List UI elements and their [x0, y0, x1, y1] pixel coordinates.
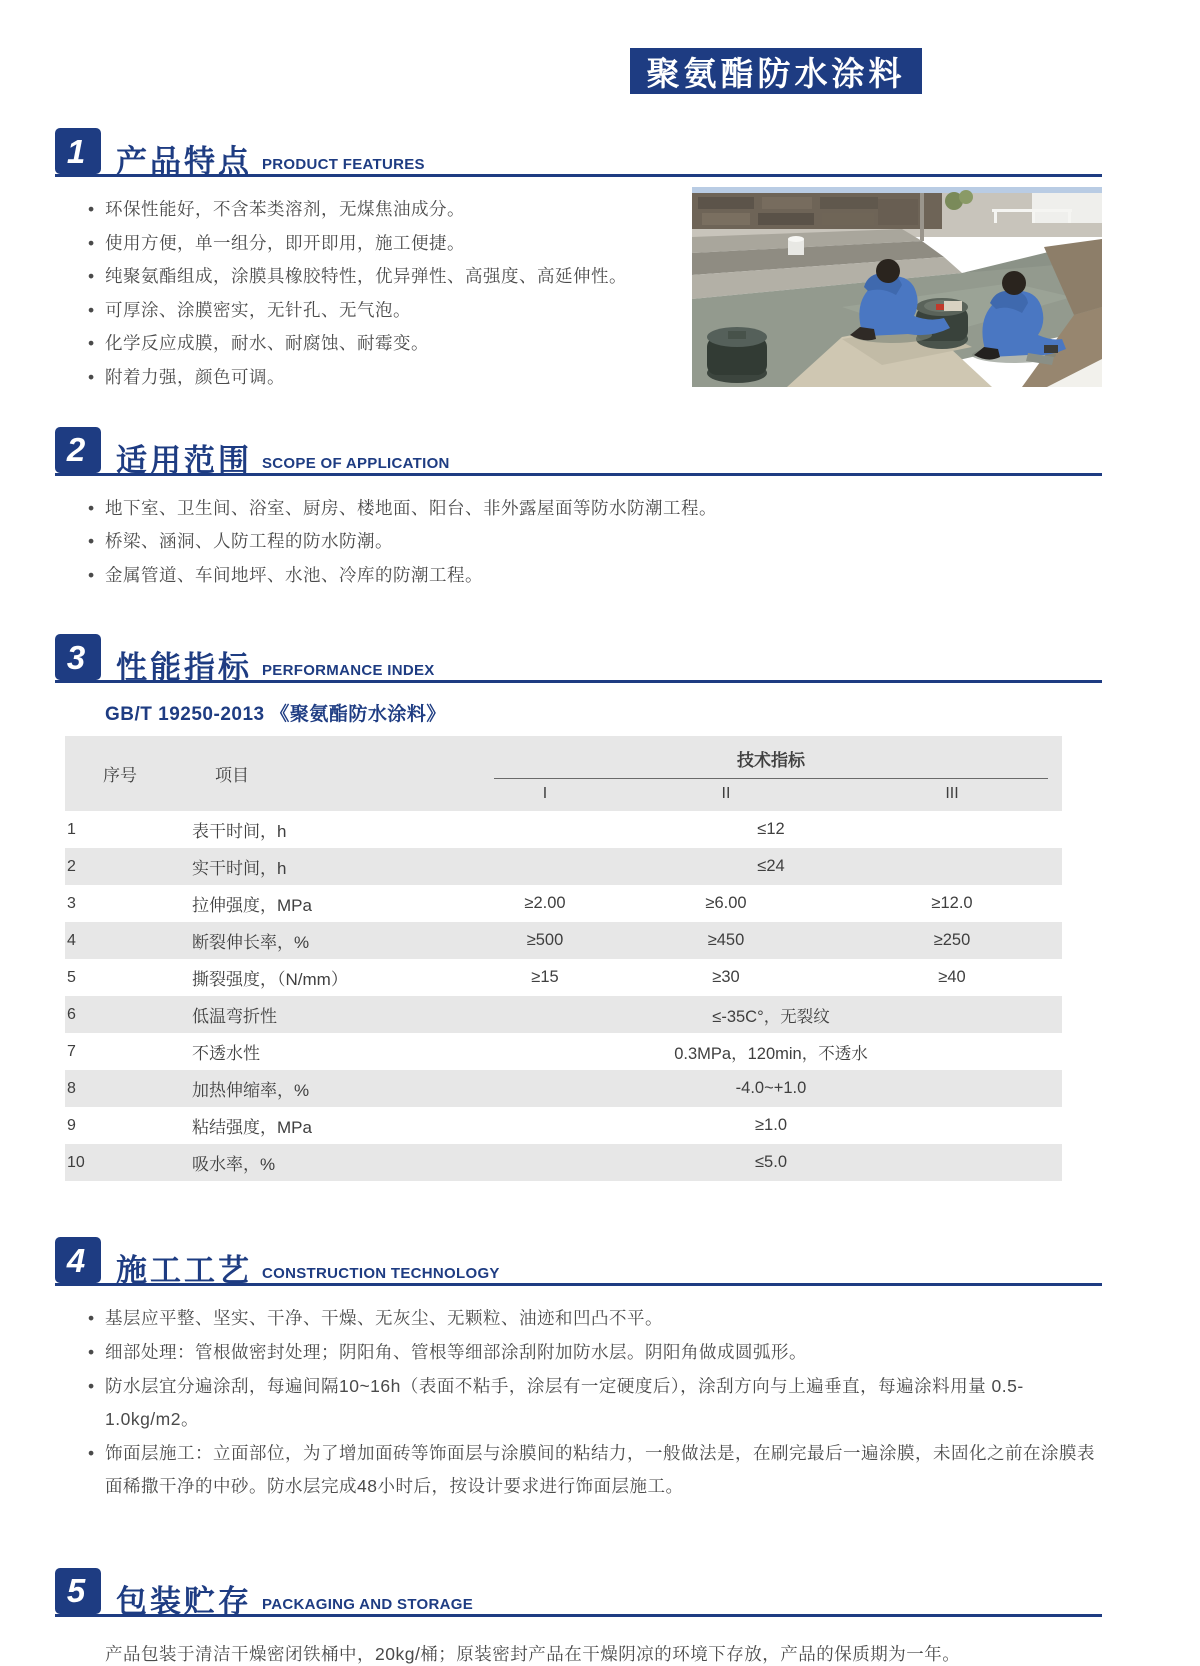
row-value: 0.3MPa，120min，不透水 — [674, 1044, 868, 1063]
table-row — [65, 1033, 1062, 1070]
row-item: 不透水性 — [192, 1044, 260, 1064]
table-row — [65, 1144, 1062, 1181]
construction-steps-list — [55, 1302, 1102, 1504]
row-value-i: ≥2.00 — [524, 894, 566, 913]
section-title-en: PERFORMANCE INDEX — [262, 662, 435, 680]
page-content — [55, 0, 1102, 1666]
list-item: • 使用方便，单一组分，即开即用，施工便捷。 — [105, 227, 690, 261]
list-item: • 环保性能好，不含苯类溶剂，无煤焦油成分。 — [105, 193, 690, 227]
row-no: 1 — [67, 820, 76, 838]
table-row — [65, 848, 1062, 885]
row-item: 粘结强度，MPa — [192, 1118, 312, 1138]
row-no: 9 — [67, 1116, 76, 1134]
row-value: ≤5.0 — [480, 1144, 1062, 1181]
list-item: • 细部处理：管根做密封处理；阴阳角、管根等细部涂刮附加防水层。阴阳角做成圆弧形。 — [105, 1336, 1102, 1370]
table-row — [65, 885, 1062, 922]
row-no: 6 — [65, 996, 190, 1033]
row-no: 3 — [67, 894, 76, 912]
grade-header-2: II — [610, 779, 842, 811]
section-header — [55, 1568, 1102, 1617]
row-item: 低温弯折性 — [190, 996, 480, 1033]
workers-applying-coating-photo — [692, 187, 1102, 387]
section-title-zh: 包装贮存 — [116, 1583, 252, 1619]
row-value-iii: ≥40 — [938, 968, 966, 987]
section-construction-technology — [55, 1237, 1102, 1504]
section-packaging-storage — [55, 1568, 1102, 1666]
section-number-badge: 2 — [55, 427, 101, 473]
section-title-zh: 施工工艺 — [116, 1253, 252, 1289]
packaging-storage-text: 产品包装于清洁干燥密闭铁桶中，20kg/桶；原装密封产品在干燥阴凉的环境下存放，产品的保质期为一年。 — [105, 1643, 961, 1664]
list-item: • 饰面层施工：立面部位，为了增加面砖等饰面层与涂膜间的粘结力，一般做法是，在刷完最后一遍涂膜，未固化之前在涂膜表面稀撒干净的中砂。防水层完成48小时后，按设计要求进行饰面层施工。 — [105, 1437, 1102, 1504]
list-item: • 桥梁、涵洞、人防工程的防水防潮。 — [105, 525, 1102, 559]
row-item: 拉伸强度，MPa — [192, 896, 312, 916]
row-value-iii: ≥250 — [842, 922, 1062, 959]
section-header — [55, 128, 1102, 177]
column-header-tech — [480, 736, 1062, 779]
row-no: 4 — [65, 922, 190, 959]
section-title-en: CONSTRUCTION TECHNOLOGY — [262, 1265, 500, 1283]
row-item: 加热伸缩率，% — [190, 1070, 480, 1107]
page-title: 聚氨酯防水涂料 — [630, 48, 922, 94]
column-header-no: 序号 — [65, 736, 190, 811]
column-header-item: 项目 — [190, 736, 480, 811]
tech-index-label: 技术指标 — [737, 751, 805, 771]
list-item: • 附着力强，颜色可调。 — [105, 361, 690, 395]
grade-header-3: III — [842, 779, 1062, 811]
row-value-i: ≥15 — [531, 968, 559, 987]
row-value-ii: ≥450 — [610, 922, 842, 959]
section-header — [55, 427, 1102, 476]
row-item: 断裂伸长率，% — [190, 922, 480, 959]
row-item: 实干时间，h — [190, 848, 480, 885]
row-value-iii: ≥12.0 — [931, 894, 973, 913]
section-title-zh: 性能指标 — [116, 650, 252, 686]
row-item: 表干时间，h — [192, 822, 287, 842]
list-item: • 金属管道、车间地坪、水池、冷库的防潮工程。 — [105, 559, 1102, 593]
grade-header-1: I — [480, 779, 610, 811]
row-value-ii: ≥30 — [712, 968, 740, 987]
row-value: ≥1.0 — [755, 1116, 787, 1135]
section-number-badge: 4 — [55, 1237, 101, 1283]
list-item: • 地下室、卫生间、浴室、厨房、楼地面、阳台、非外露屋面等防水防潮工程。 — [105, 492, 1102, 526]
standard-reference: GB/T 19250-2013 《聚氨酯防水涂料》 — [105, 704, 446, 726]
section-performance-index — [55, 634, 1102, 1181]
performance-index-table — [65, 736, 1062, 1181]
section-title-zh: 产品特点 — [116, 144, 252, 179]
list-item: • 可厚涂、涂膜密实，无针孔、无气泡。 — [105, 294, 690, 328]
table-row — [65, 811, 1062, 848]
list-item: • 基层应平整、坚实、干净、干燥、无灰尘、无颗粒、油迹和凹凸不平。 — [105, 1302, 1102, 1336]
row-value: ≤-35C°，无裂纹 — [480, 996, 1062, 1033]
section-title-en: SCOPE OF APPLICATION — [262, 454, 450, 472]
section-title-en: PRODUCT FEATURES — [262, 156, 425, 173]
section-title-en: PACKAGING AND STORAGE — [262, 1595, 474, 1613]
row-no: 8 — [65, 1070, 190, 1107]
row-item: 撕裂强度，（N/mm） — [192, 970, 348, 990]
section-number-badge: 5 — [55, 1568, 101, 1614]
section-product-features — [55, 128, 1102, 395]
row-value-ii: ≥6.00 — [705, 894, 747, 913]
row-no: 2 — [65, 848, 190, 885]
row-value-i: ≥500 — [480, 922, 610, 959]
section-number-badge: 1 — [55, 128, 101, 174]
table-row — [65, 1107, 1062, 1144]
feature-list — [55, 193, 690, 395]
section-title-zh: 适用范围 — [116, 442, 252, 478]
row-no: 7 — [67, 1042, 76, 1060]
row-value: -4.0~+1.0 — [480, 1070, 1062, 1107]
section-header — [55, 1237, 1102, 1289]
table-row — [65, 996, 1062, 1033]
table-row — [65, 959, 1062, 996]
section-scope-of-application — [55, 427, 1102, 593]
row-no: 5 — [67, 968, 76, 986]
section-header — [55, 634, 1102, 686]
section-number-badge: 3 — [55, 634, 101, 680]
row-value: ≤12 — [757, 820, 785, 839]
row-value: ≤24 — [480, 848, 1062, 885]
table-row — [65, 922, 1062, 959]
list-item: • 化学反应成膜，耐水、耐腐蚀、耐霉变。 — [105, 327, 690, 361]
list-item: • 纯聚氨酯组成，涂膜具橡胶特性，优异弹性、高强度、高延伸性。 — [105, 260, 690, 294]
row-no: 10 — [65, 1144, 190, 1181]
row-item: 吸水率，% — [190, 1144, 480, 1181]
list-item: • 防水层宜分遍涂刮，每遍间隔10~16h（表面不粘手，涂层有一定硬度后），涂刮方向与上遍垂直，每遍涂料用量 0.5-1.0kg/m2。 — [105, 1370, 1102, 1437]
table-row — [65, 1070, 1062, 1107]
scope-list — [55, 492, 1102, 593]
